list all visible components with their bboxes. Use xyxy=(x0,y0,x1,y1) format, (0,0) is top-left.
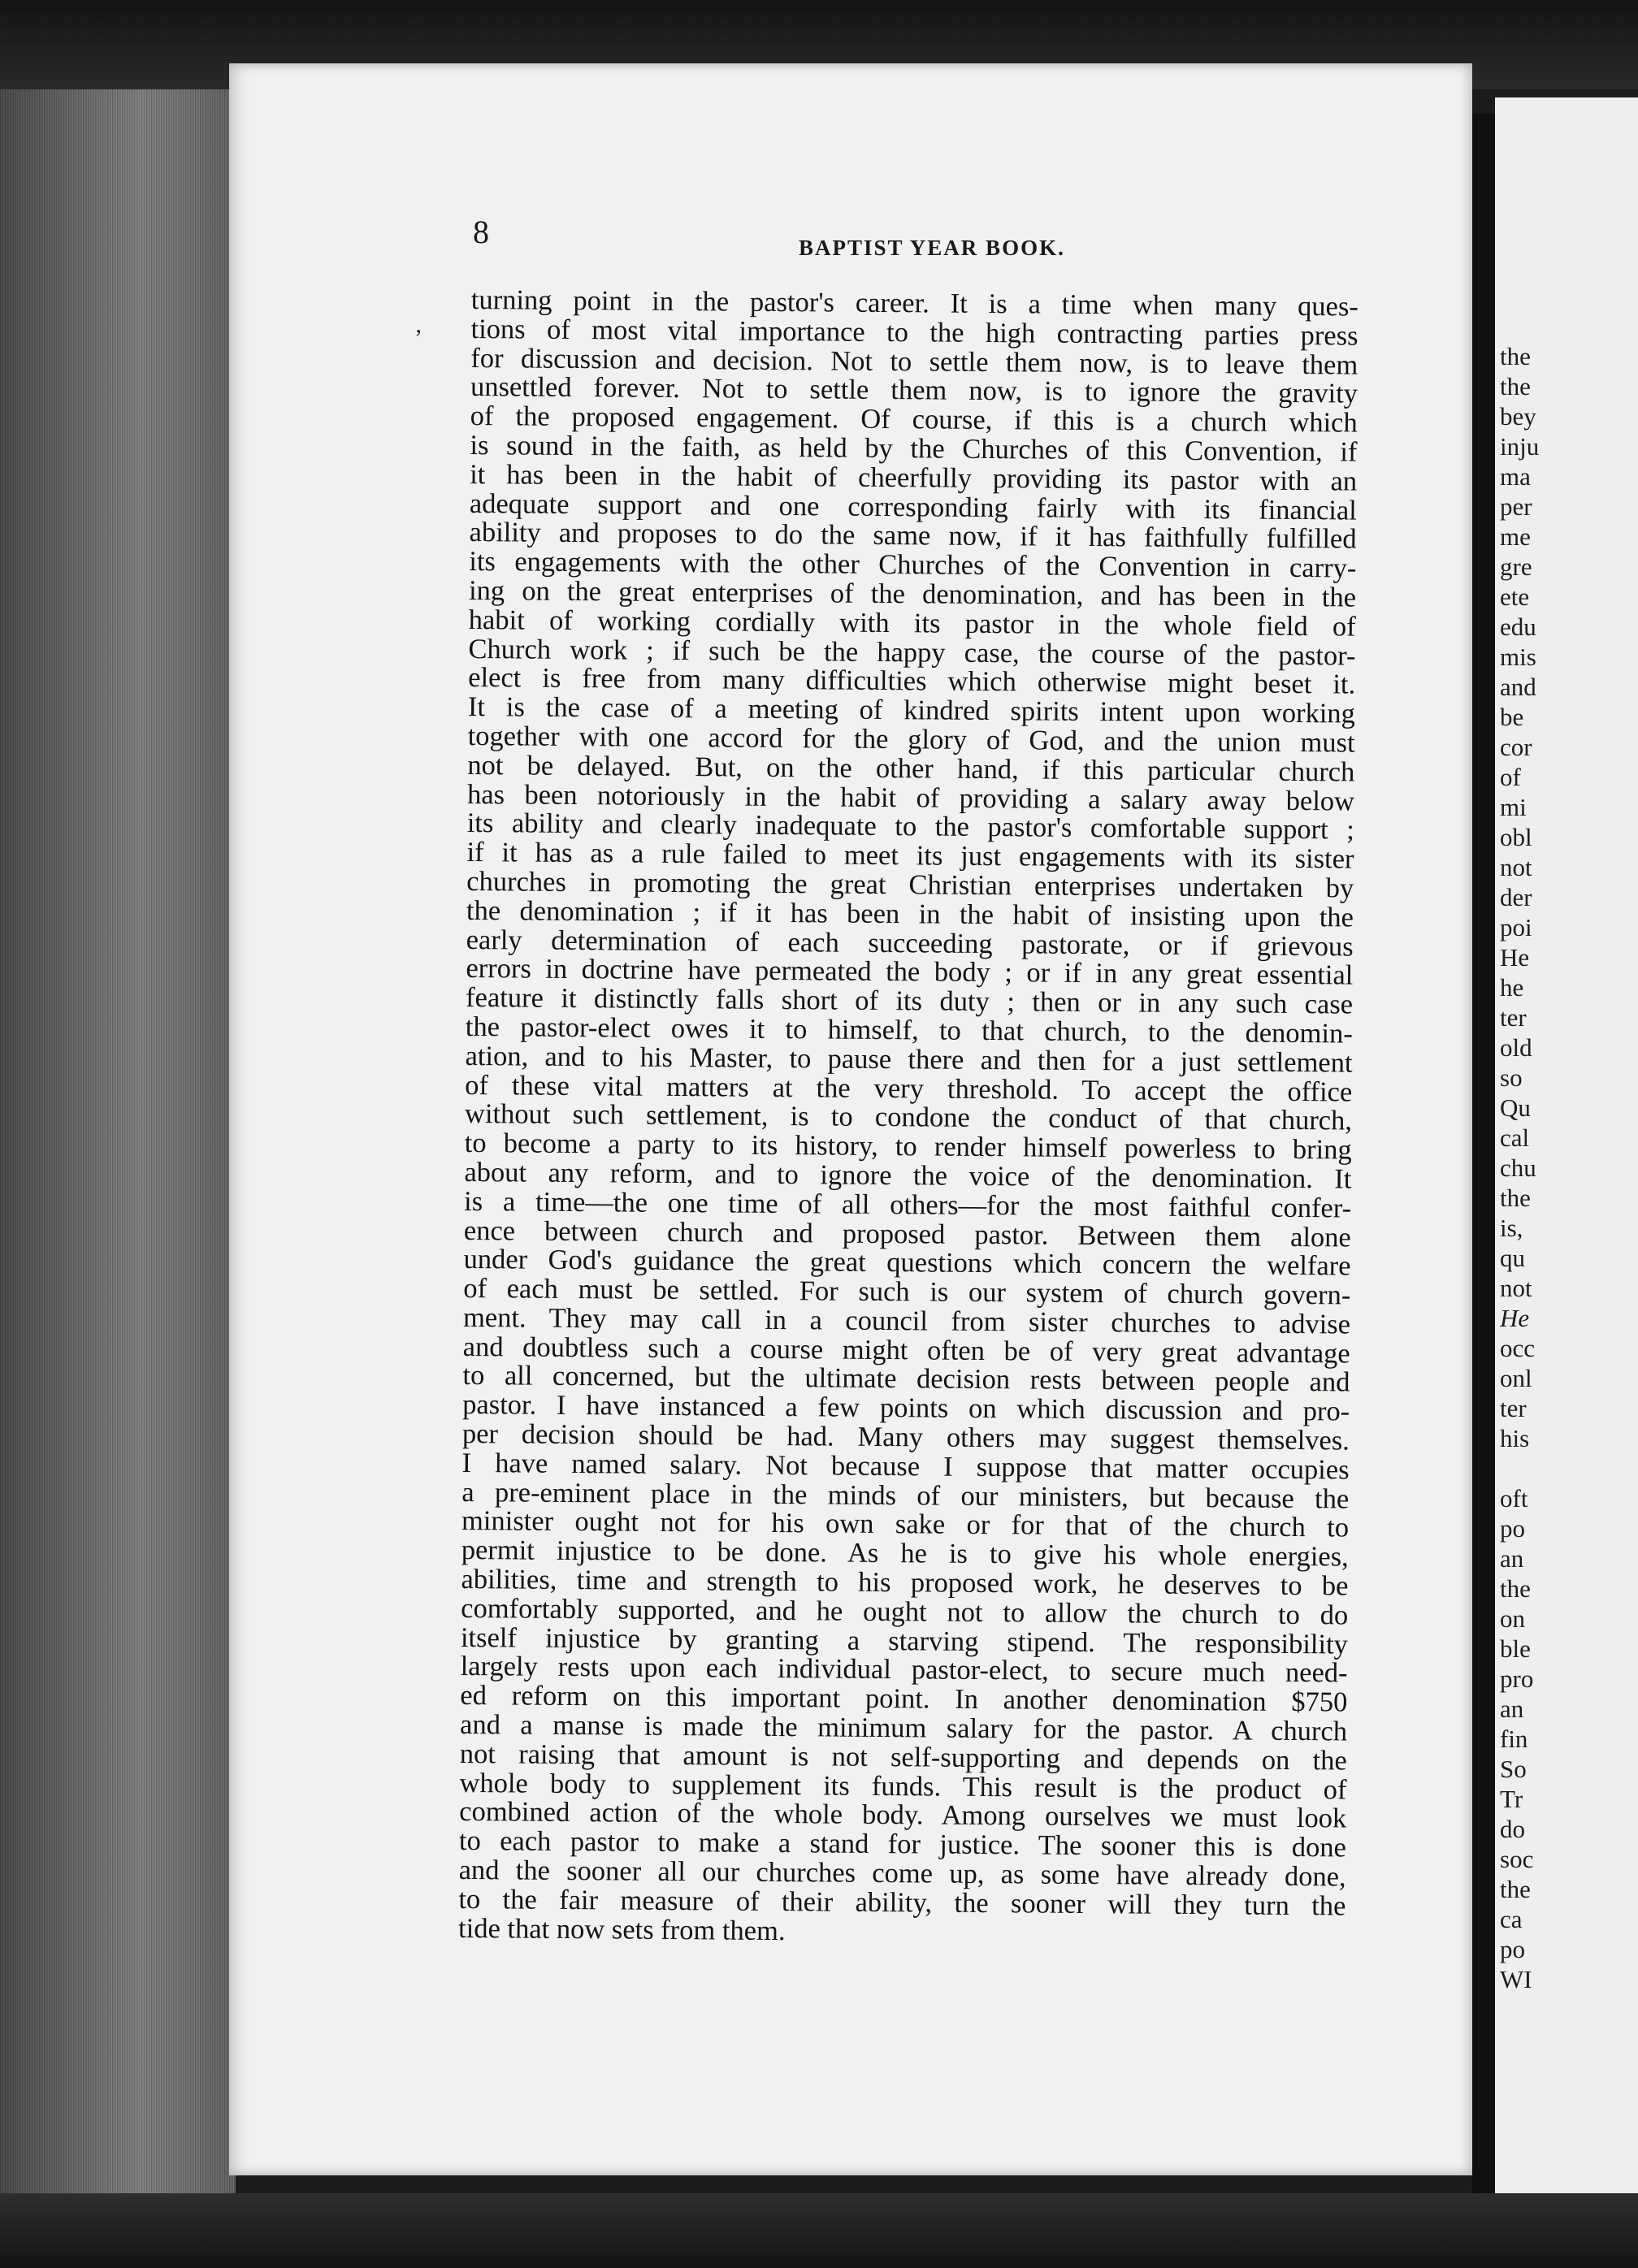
facing-text-fragment: the xyxy=(1500,1574,1531,1603)
text-line: pastor. I have instanced a few points on which discussion and pro- xyxy=(462,1389,1350,1427)
text-line: turning point in the pastor's career. It is a time when many ques- xyxy=(470,284,1358,322)
text-line: Church work ; if such be the happy case, the course of the pastor- xyxy=(468,633,1356,672)
text-line: ing on the great enterprises of the denomination, and has been in the xyxy=(468,574,1357,613)
text-line: under God's guidance the great questions which concern the welfare xyxy=(463,1244,1351,1282)
text-line: ation, and to his Master, to pause there and then for a just settlement xyxy=(465,1040,1353,1079)
facing-text-fragment: So xyxy=(1500,1755,1527,1783)
page-number: 8 xyxy=(473,214,489,250)
text-line: to each pastor to make a stand for justice. The sooner this is done xyxy=(458,1825,1347,1863)
text-line: ed reform on this important point. In another denomination $750 xyxy=(460,1680,1348,1718)
text-line: abilities, time and strength to his proposed work, he deserves to be xyxy=(461,1564,1349,1602)
facing-text-fragment: not xyxy=(1500,1274,1532,1302)
text-line: adequate support and one corresponding fairly with its financial xyxy=(469,487,1358,526)
text-line: errors in doctrine have permeated the body ; or if in any great essential xyxy=(466,953,1354,991)
facing-text-fragment: obl xyxy=(1500,823,1532,851)
facing-text-fragment: cor xyxy=(1500,733,1532,761)
facing-text-fragment: on xyxy=(1500,1604,1525,1633)
text-line: its engagements with the other Churches of the Convention in carry- xyxy=(469,546,1357,584)
facing-text-fragment: poi xyxy=(1500,913,1532,941)
page-edge-shade xyxy=(0,89,236,2210)
facing-text-fragment: occ xyxy=(1500,1334,1536,1362)
facing-text-fragment: ete xyxy=(1500,582,1530,611)
facing-text-fragment: gre xyxy=(1500,552,1532,581)
text-line: is a time—the one time of all others—for the most faithful confer- xyxy=(464,1185,1352,1224)
facing-text-fragment: old xyxy=(1500,1033,1532,1062)
text-line: to the fair measure of their ability, the sooner will they turn the xyxy=(458,1883,1346,1922)
facing-text-fragment: not xyxy=(1500,853,1532,881)
text-line: minister ought not for his own sake or for that of the church to xyxy=(461,1505,1350,1543)
text-line: a pre-eminent place in the minds of our ministers, but because the xyxy=(462,1476,1350,1515)
text-line: churches in promoting the great Christian enterprises undertaken by xyxy=(466,865,1354,904)
text-line: itself injustice by granting a starving stipend. The responsibility xyxy=(460,1621,1349,1660)
facing-text-fragment: inju xyxy=(1500,432,1540,461)
facing-text-fragment: fin xyxy=(1500,1725,1528,1753)
text-line: feature it distinctly falls short of its duty ; then or in any such case xyxy=(465,982,1354,1020)
text-line: not raising that amount is not self-supporting and depends on the xyxy=(459,1738,1347,1777)
text-line: tide that now sets from them. xyxy=(457,1912,786,1946)
facing-text-fragment: of xyxy=(1500,763,1521,791)
facing-text-fragment: mis xyxy=(1500,643,1536,671)
text-line: about any reform, and to ignore the voice of the denomination. It xyxy=(464,1156,1352,1195)
text-line: permit injustice to be done. As he is to give his whole energies, xyxy=(461,1534,1349,1573)
text-line: to all concerned, but the ultimate decision rests between people and xyxy=(462,1360,1350,1399)
text-line: tions of most vital importance to the high contracting parties press xyxy=(470,313,1358,352)
margin-tick-mark: ʼ xyxy=(414,325,422,352)
text-line: and doubtless such a course might often be of very great advantage xyxy=(462,1331,1350,1370)
facing-page-text xyxy=(1500,341,1638,1994)
facing-text-fragment: cal xyxy=(1500,1123,1530,1152)
text-line: it has been in the habit of cheerfully providing its pastor with an xyxy=(470,458,1358,497)
text-line: of each must be settled. For such is our system of church govern- xyxy=(463,1273,1351,1311)
facing-text-fragment: be xyxy=(1500,703,1524,731)
text-line: comfortably supported, and he ought not to allow the church to do xyxy=(461,1592,1349,1631)
facing-text-fragment: Tr xyxy=(1500,1785,1523,1813)
scanner-background-bottom xyxy=(0,2193,1638,2268)
facing-text-fragment: and xyxy=(1500,673,1536,701)
facing-text-fragment: ca xyxy=(1500,1905,1523,1933)
text-line: if it has as a rule failed to meet its just engagements with its sister xyxy=(466,837,1354,875)
text-line: unsettled forever. Not to settle them now, is to ignore the gravity xyxy=(470,371,1358,409)
text-line: ability and proposes to do the same now, if it has faithfully fulfilled xyxy=(469,517,1357,555)
facing-text-fragment: is, xyxy=(1500,1214,1523,1242)
facing-text-fragment: me xyxy=(1500,522,1531,551)
facing-text-fragment: the xyxy=(1500,1184,1531,1212)
book-gutter xyxy=(1472,114,1495,2226)
facing-text-fragment: mi xyxy=(1500,793,1527,821)
facing-text-fragment: oft xyxy=(1500,1484,1528,1513)
facing-text-fragment: ma xyxy=(1500,462,1531,491)
facing-text-fragment: onl xyxy=(1500,1364,1532,1392)
text-line: the denomination ; if it has been in the habit of insisting upon the xyxy=(466,894,1354,933)
body-text xyxy=(458,286,1358,1950)
text-line: its ability and clearly inadequate to the pastor's comfortable support ; xyxy=(466,807,1354,846)
facing-text-fragment: he xyxy=(1500,973,1524,1002)
text-line: for discussion and decision. Not to settle them now, is to leave them xyxy=(470,342,1358,381)
facing-text-fragment: chu xyxy=(1500,1153,1536,1182)
facing-text-fragment: his xyxy=(1500,1424,1530,1452)
facing-text-fragment: ble xyxy=(1500,1634,1531,1663)
facing-text-fragment: an xyxy=(1500,1544,1524,1573)
text-line: has been notoriously in the habit of providing a salary away below xyxy=(466,778,1355,817)
facing-text-fragment: per xyxy=(1500,492,1532,521)
facing-text-fragment: WI xyxy=(1500,1965,1532,1993)
running-head: BAPTIST YEAR BOOK. xyxy=(799,236,1065,260)
facing-text-fragment: po xyxy=(1500,1514,1525,1543)
text-line: without such settlement, is to condone the conduct of that church, xyxy=(464,1098,1353,1136)
text-line: of the proposed engagement. Of course, if this is a church which xyxy=(470,400,1358,439)
facing-text-fragment: bey xyxy=(1500,402,1536,431)
facing-text-fragment: po xyxy=(1500,1935,1525,1963)
facing-text-fragment: an xyxy=(1500,1695,1524,1723)
text-line: elect is free from many difficulties which otherwise might beset it. xyxy=(468,662,1356,700)
facing-text-fragment: ter xyxy=(1500,1394,1527,1422)
facing-text-fragment: the xyxy=(1500,342,1531,370)
text-line: not be delayed. But, on the other hand, if this particular church xyxy=(467,749,1355,788)
facing-text-fragment: ter xyxy=(1500,1003,1527,1032)
text-line: ment. They may call in a council from sister churches to advise xyxy=(462,1301,1351,1340)
text-line: largely rests upon each individual pastor-elect, to secure much need- xyxy=(460,1651,1348,1689)
facing-text-fragment: pro xyxy=(1500,1664,1534,1693)
text-line: the pastor-elect owes it to himself, to that church, to the denomin- xyxy=(465,1011,1353,1050)
facing-text-fragment: edu xyxy=(1500,612,1536,641)
facing-text-fragment: Qu xyxy=(1500,1093,1531,1122)
text-line: of these vital matters at the very threshold. To accept the office xyxy=(465,1069,1353,1108)
facing-text-fragment: qu xyxy=(1500,1244,1525,1272)
facing-text-fragment: He xyxy=(1500,1304,1530,1332)
text-line: is sound in the faith, as held by the Churches of this Convention, if xyxy=(470,429,1358,468)
text-line: ence between church and proposed pastor. Between them alone xyxy=(463,1214,1351,1253)
facing-text-fragment: der xyxy=(1500,883,1532,911)
facing-text-fragment: do xyxy=(1500,1815,1525,1843)
text-line: to become a party to its history, to render himself powerless to bring xyxy=(464,1128,1352,1166)
facing-text-fragment: the xyxy=(1500,1875,1531,1903)
text-line: early determination of each succeeding pastorate, or if grievous xyxy=(466,924,1354,963)
text-line: and the sooner all our churches come up, as some have already done, xyxy=(458,1854,1346,1893)
text-line: together with one accord for the glory of God, and the union must xyxy=(467,720,1355,759)
text-line: habit of working cordially with its pastor in the whole field of xyxy=(468,604,1356,643)
facing-text-fragment: so xyxy=(1500,1063,1523,1092)
facing-text-fragment: soc xyxy=(1500,1845,1534,1873)
text-line: and a manse is made the minimum salary for the pastor. A church xyxy=(459,1708,1348,1747)
text-line: combined action of the whole body. Among ourselves we must look xyxy=(459,1796,1347,1834)
facing-text-fragment: He xyxy=(1500,943,1530,972)
facing-text-fragment: the xyxy=(1500,372,1531,400)
text-line: I have named salary. Not because I suppose that matter occupies xyxy=(462,1447,1350,1486)
text-line: It is the case of a meeting of kindred spirits intent upon working xyxy=(467,691,1356,729)
text-line: whole body to supplement its funds. This result is the product of xyxy=(459,1767,1347,1806)
text-line: per decision should be had. Many others may suggest themselves. xyxy=(462,1418,1350,1456)
facing-page xyxy=(1495,97,1638,2210)
